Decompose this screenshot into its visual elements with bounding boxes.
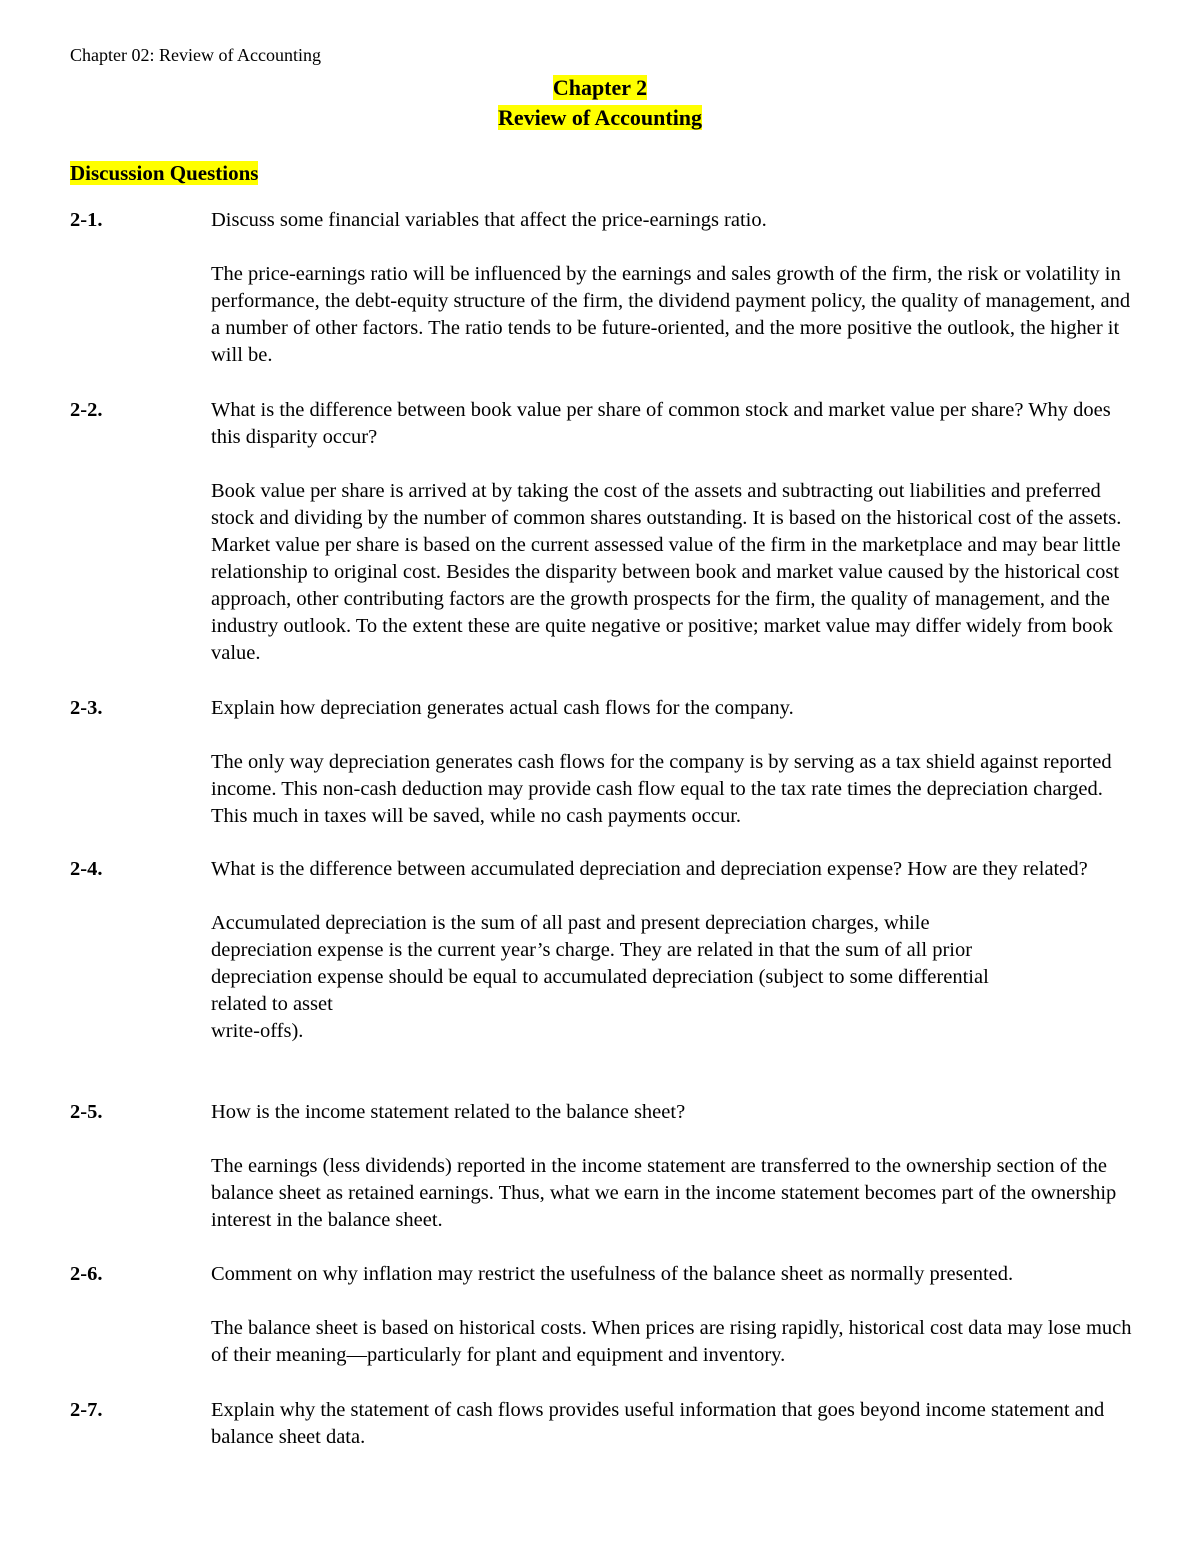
answer-text: The price-earnings ratio will be influenced by the earnings and sales growth of the firm, the risk or volatility in performance, the debt-equity structure of the firm, the dividend payment policy, the quality of management, and a number of other factors. The ratio tends to be future-oriented, and the more positive the outlook, the higher it will be. (211, 263, 1131, 366)
question-block-2-1 (70, 207, 1140, 369)
running-header: Chapter 02: Review of Accounting (70, 45, 321, 65)
answer-text: Book value per share is arrived at by taking the cost of the assets and subtracting out liabilities and preferred stock and dividing by the number of common shares outstanding. It is based on the historical cost of the assets. Market value per share is based on the current assessed value of the firm in the marketplace and may bear little relationship to original cost. Besides the disparity between book and market value caused by the historical cost approach, other contributing factors are the growth prospects for the firm, the quality of management, and the industry outlook. To the extent these are quite negative or positive; market value may differ widely from book value. (211, 480, 1122, 664)
question-text: How is the income statement related to the balance sheet? (211, 1101, 686, 1123)
section-heading (70, 159, 258, 187)
question-number: 2-6. (70, 1263, 103, 1285)
question-text: Explain how depreciation generates actual cash flows for the company. (211, 697, 794, 719)
section-heading-text: Discussion Questions (70, 161, 259, 185)
question-number: 2-4. (70, 858, 103, 880)
question-block-2-5 (70, 1099, 1140, 1234)
chapter-number: Chapter 2 (552, 75, 648, 100)
question-number: 2-5. (70, 1101, 103, 1123)
answer-line: depreciation expense is the current year’s charge. They are related in that the sum of all prior (211, 939, 973, 961)
question-number: 2-1. (70, 209, 103, 231)
question-block-2-7 (70, 1397, 1140, 1451)
answer-text (211, 910, 1136, 1045)
question-block-2-3 (70, 695, 1140, 830)
question-block-2-6 (70, 1261, 1140, 1369)
question-text: Comment on why inflation may restrict the usefulness of the balance sheet as normally presented. (211, 1263, 1014, 1285)
question-block-2-4 (70, 856, 1140, 1045)
answer-line: related to asset (211, 993, 333, 1015)
question-text: Explain why the statement of cash flows provides useful information that goes beyond income statement and balance sheet data. (211, 1399, 1105, 1448)
chapter-title (0, 73, 1200, 133)
question-number: 2-2. (70, 399, 103, 421)
answer-text: The earnings (less dividends) reported in the income statement are transferred to the ownership section of the balance sheet as retained earnings. Thus, what we earn in the income statement becomes part of the ownership interest in the balance sheet. (211, 1155, 1117, 1231)
question-text: Discuss some financial variables that affect the price-earnings ratio. (211, 209, 767, 231)
chapter-name: Review of Accounting (497, 105, 703, 130)
answer-line: Accumulated depreciation is the sum of all past and present depreciation charges, while (211, 912, 930, 934)
question-number: 2-7. (70, 1399, 103, 1421)
question-block-2-2 (70, 397, 1140, 667)
answer-line: depreciation expense should be equal to accumulated depreciation (subject to some differential (211, 966, 989, 988)
question-number: 2-3. (70, 697, 103, 719)
answer-line: write-offs). (211, 1020, 304, 1042)
answer-text: The balance sheet is based on historical costs. When prices are rising rapidly, historical cost data may lose much of their meaning—particularly for plant and equipment and inventory. (211, 1317, 1132, 1366)
question-text: What is the difference between book value per share of common stock and market value per share? Why does this disparity occur? (211, 399, 1111, 448)
answer-text: The only way depreciation generates cash flows for the company is by serving as a tax shield against reported income. This non-cash deduction may provide cash flow equal to the tax rate times the depreciation charged. This much in taxes will be saved, while no cash payments occur. (211, 751, 1112, 827)
question-text: What is the difference between accumulated depreciation and depreciation expense? How are they related? (211, 858, 1088, 880)
